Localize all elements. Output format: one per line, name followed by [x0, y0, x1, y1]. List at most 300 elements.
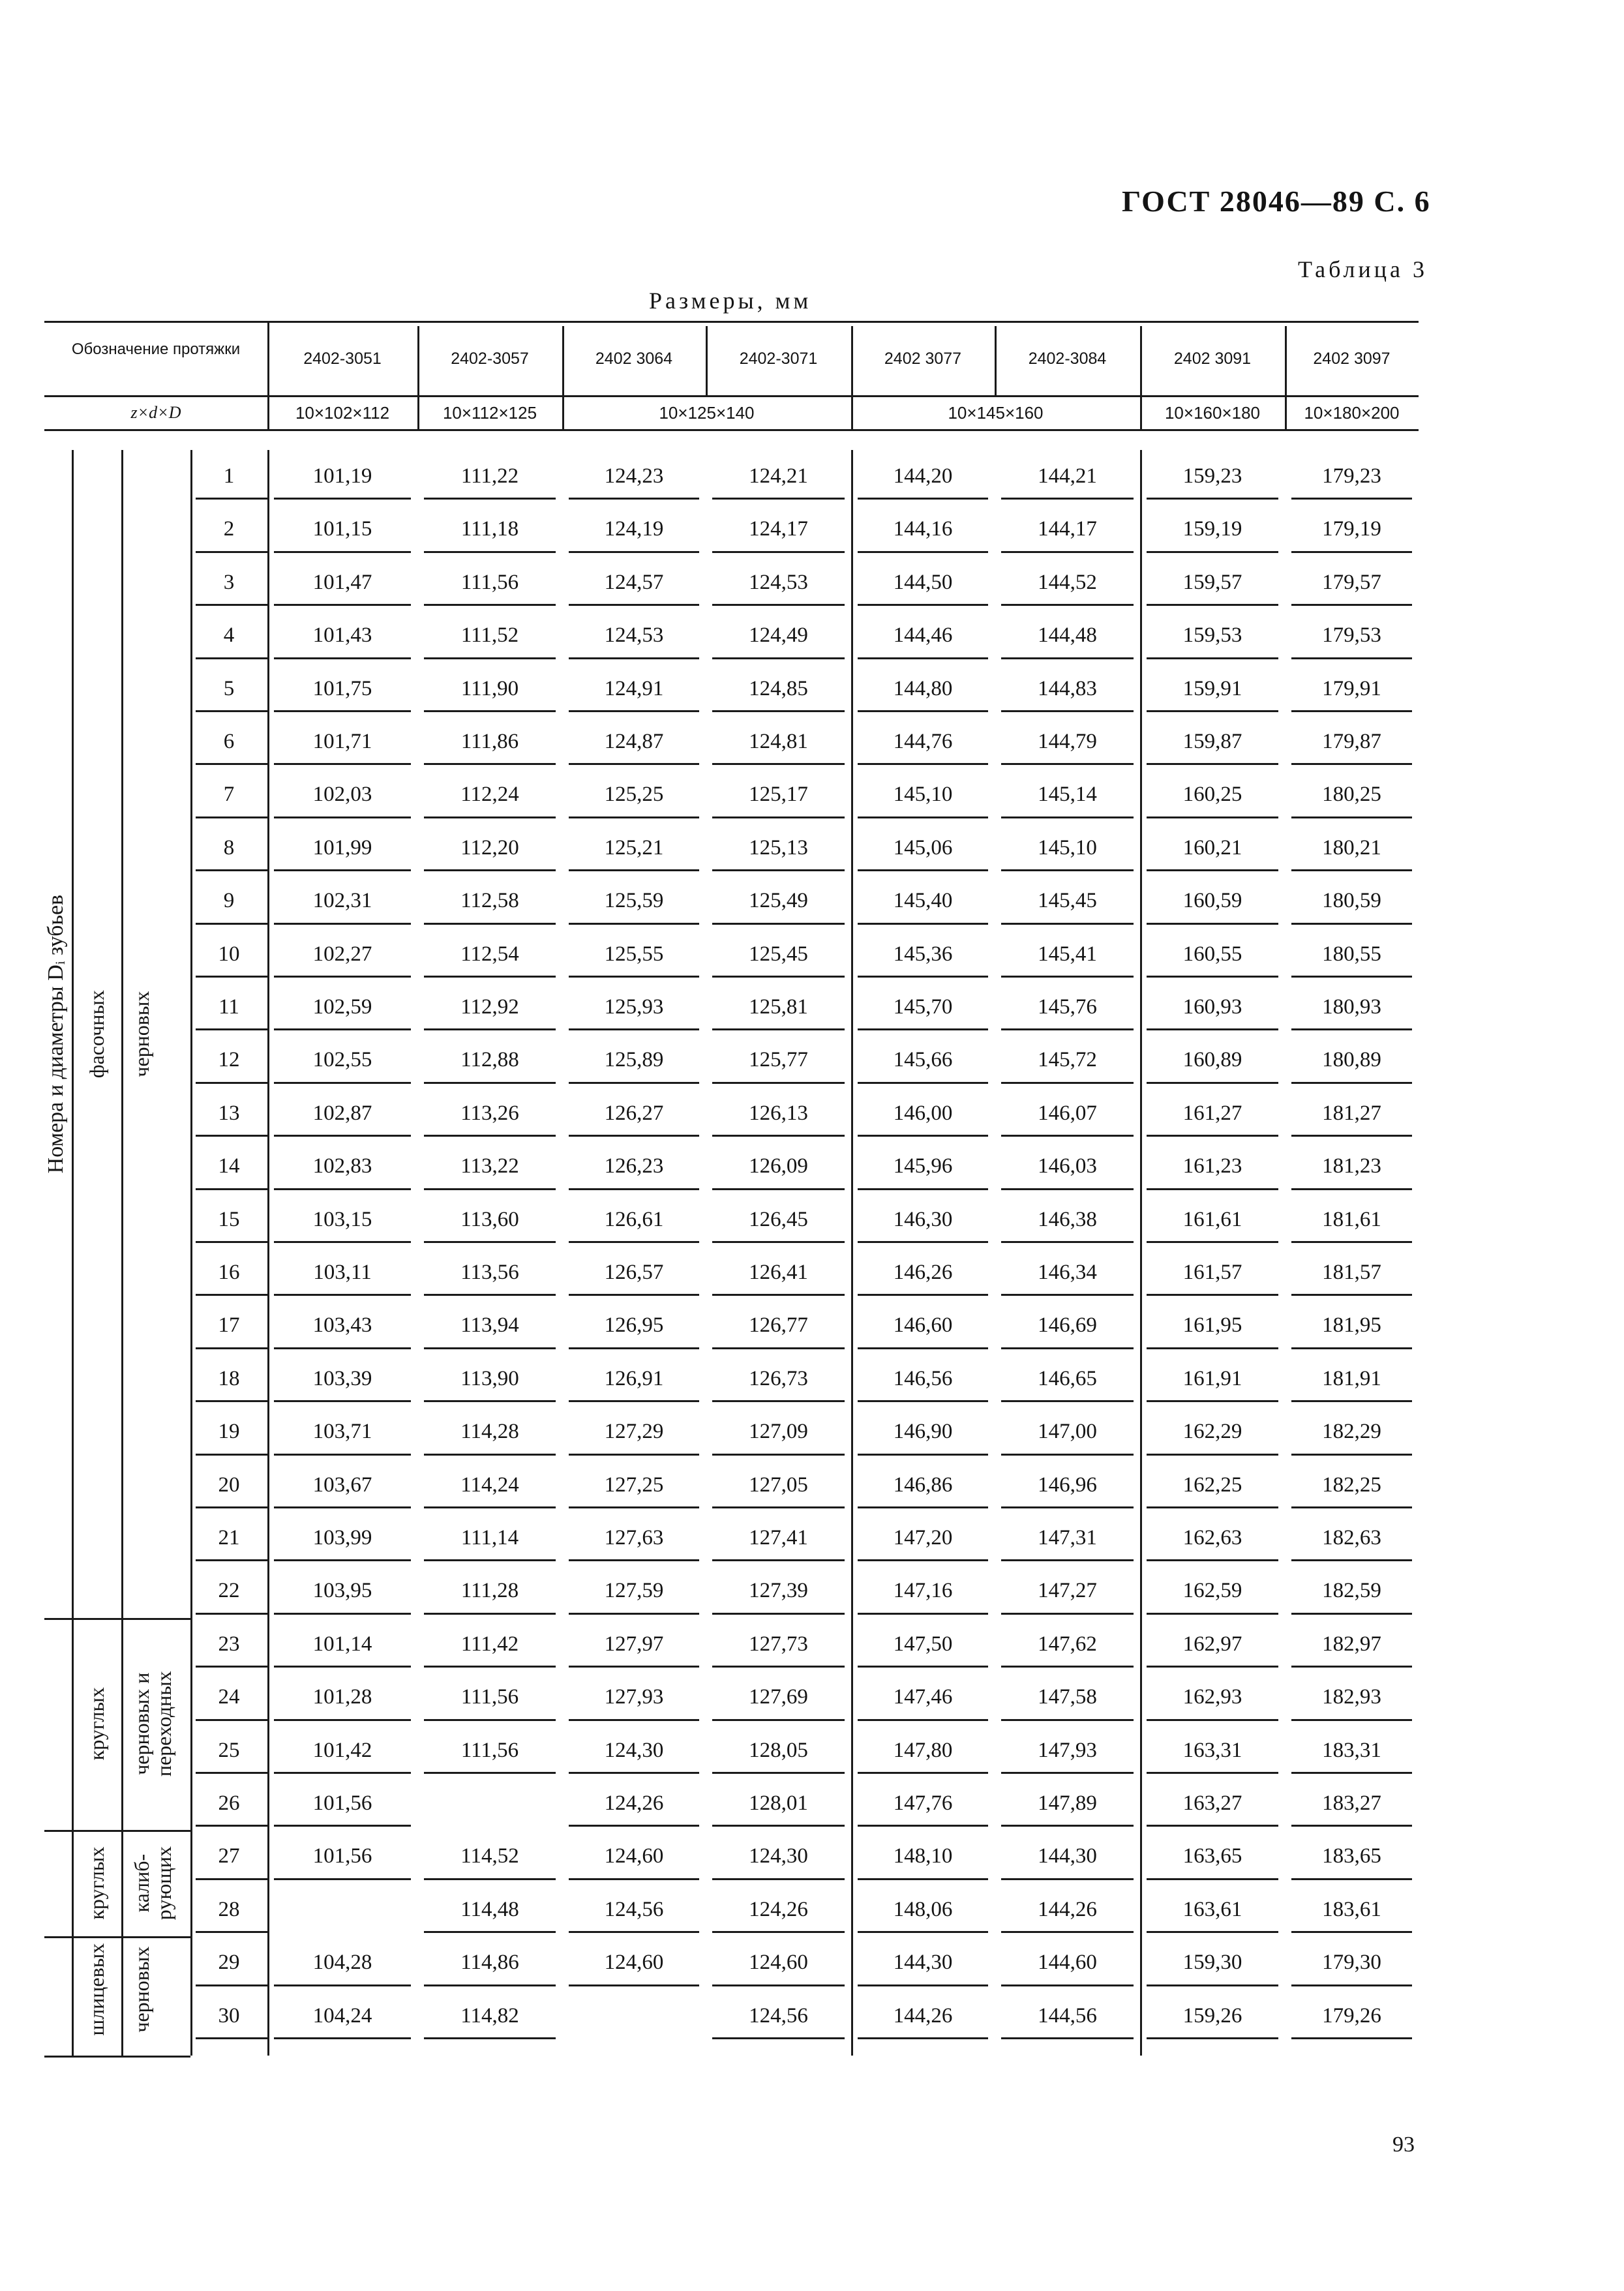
table-cell: 126,09	[749, 1154, 808, 1178]
table-cell: 113,56	[460, 1261, 519, 1284]
table-cell: 147,62	[1038, 1632, 1097, 1656]
cell-underline	[569, 551, 699, 553]
table-cell: 125,25	[604, 783, 664, 807]
table-label: Таблица 3	[1298, 256, 1428, 282]
table-cell: 160,93	[1182, 995, 1242, 1019]
cell-underline	[1147, 1135, 1278, 1137]
table-cell: 147,58	[1038, 1685, 1097, 1709]
table-cell: 112,20	[460, 835, 519, 860]
row-number-underline	[196, 1559, 267, 1561]
cell-underline	[569, 763, 699, 765]
table-cell: 183,31	[1322, 1738, 1381, 1762]
row-number-underline	[196, 1719, 267, 1721]
table-cell: 111,56	[460, 570, 519, 594]
code-3: 2402 3064	[595, 350, 673, 368]
cell-underline	[858, 551, 988, 553]
dim-2: 10×112×125	[442, 403, 537, 423]
table-cell: 126,61	[604, 1207, 664, 1231]
table-cell: 144,60	[1038, 1951, 1097, 1975]
cell-underline	[569, 1506, 699, 1508]
cell-underline	[1001, 1613, 1134, 1615]
cell-underline	[274, 1666, 411, 1668]
table-cell: 160,59	[1182, 889, 1242, 913]
cell-underline	[1147, 1400, 1278, 1402]
cell-underline	[1291, 1294, 1412, 1296]
table-cell: 182,63	[1322, 1526, 1381, 1550]
table-cell: 101,28	[312, 1685, 372, 1709]
cell-underline	[1291, 1135, 1412, 1137]
table-cell: 181,91	[1322, 1366, 1381, 1390]
table-cell: 160,21	[1182, 835, 1242, 860]
table-cell: 113,26	[460, 1101, 519, 1125]
table-cell: 102,83	[312, 1154, 372, 1178]
table-cell: 125,93	[604, 995, 664, 1019]
cell-underline	[1147, 551, 1278, 553]
table-cell: 144,56	[1038, 2003, 1097, 2028]
group-name: круглых	[85, 1846, 108, 1920]
table-cell: 112,88	[460, 1048, 519, 1072]
cell-underline	[858, 1931, 988, 1933]
cell-underline	[569, 1878, 699, 1880]
cell-underline	[712, 1400, 845, 1402]
group-name: шлицевых	[85, 1943, 108, 2036]
table-cell: 124,60	[604, 1844, 664, 1868]
table-cell: 103,15	[312, 1207, 372, 1231]
table-cell: 180,89	[1322, 1048, 1381, 1072]
cell-underline	[274, 869, 411, 871]
table-cell: 127,97	[604, 1632, 664, 1656]
table-cell: 145,41	[1038, 942, 1097, 966]
table-cell: 126,77	[749, 1313, 808, 1338]
table-cell: 102,87	[312, 1101, 372, 1125]
cell-underline	[274, 1772, 411, 1774]
table-cell: 126,57	[604, 1261, 664, 1284]
table-cell: 144,76	[893, 730, 953, 753]
cell-underline	[274, 604, 411, 606]
table-cell: 124,17	[749, 517, 808, 541]
cell-underline	[858, 1613, 988, 1615]
cell-underline	[712, 1082, 845, 1084]
cell-underline	[569, 869, 699, 871]
table-cell: 163,27	[1182, 1791, 1242, 1815]
table-cell: 146,96	[1038, 1473, 1097, 1497]
table-cell: 101,19	[312, 464, 372, 488]
table-cell: 126,27	[604, 1101, 664, 1125]
cell-underline	[1147, 1878, 1278, 1880]
group-name: фасочных	[85, 989, 108, 1078]
header-bottom-rule	[44, 429, 1419, 431]
row-number-underline	[196, 1506, 267, 1508]
cell-underline	[1291, 1559, 1412, 1561]
cell-underline	[424, 1506, 556, 1508]
table-cell: 127,69	[749, 1685, 808, 1709]
cell-underline	[424, 1454, 556, 1456]
row-number: 2	[223, 517, 235, 541]
table-cell: 162,93	[1182, 1685, 1242, 1709]
table-cell: 160,55	[1182, 942, 1242, 966]
table-cell: 179,19	[1322, 517, 1381, 541]
table-cell: 111,42	[460, 1632, 519, 1656]
table-cell: 146,03	[1038, 1154, 1097, 1178]
table-cell: 144,17	[1038, 517, 1097, 541]
row-number: 7	[223, 783, 235, 807]
table-cell: 147,93	[1038, 1738, 1097, 1762]
cell-underline	[569, 1931, 699, 1933]
cell-underline	[1001, 923, 1134, 925]
cell-underline	[424, 1772, 556, 1774]
cell-underline	[424, 604, 556, 606]
cell-underline	[1001, 657, 1134, 659]
cell-underline	[858, 1506, 988, 1508]
cell-underline	[858, 1454, 988, 1456]
table-cell: 112,92	[460, 995, 519, 1019]
table-top-rule	[44, 321, 1419, 323]
table-cell: 162,59	[1182, 1579, 1242, 1603]
cell-underline	[1291, 763, 1412, 765]
table-cell: 180,55	[1322, 942, 1381, 966]
cell-underline	[858, 1984, 988, 1986]
group-sub: калиб-рующих	[130, 1846, 175, 1921]
cell-underline	[274, 2037, 411, 2039]
table-cell: 102,59	[312, 995, 372, 1019]
cell-underline	[424, 710, 556, 712]
cell-underline	[569, 1241, 699, 1243]
cell-underline	[1147, 657, 1278, 659]
cell-underline	[858, 1400, 988, 1402]
row-number: 14	[218, 1154, 240, 1178]
cell-underline	[424, 1135, 556, 1137]
code-2: 2402-3057	[451, 350, 529, 368]
cell-underline	[858, 1188, 988, 1190]
cell-underline	[1147, 1719, 1278, 1721]
cell-underline	[569, 976, 699, 978]
table-cell: 103,11	[313, 1261, 372, 1284]
side-main-label: Номера и диаметры Dᵢ зубьев	[44, 894, 68, 1174]
cell-underline	[712, 1825, 845, 1827]
cell-underline	[858, 1772, 988, 1774]
row-number: 22	[218, 1579, 240, 1603]
row-number: 10	[218, 942, 240, 966]
cell-underline	[569, 1666, 699, 1668]
table-cell: 124,21	[749, 464, 808, 488]
cell-underline	[424, 1028, 556, 1030]
cell-underline	[1147, 869, 1278, 871]
cell-underline	[712, 1506, 845, 1508]
cell-underline	[858, 1294, 988, 1296]
row-number: 29	[218, 1951, 240, 1975]
table-cell: 159,30	[1182, 1951, 1242, 1975]
table-cell: 124,56	[749, 2003, 808, 2028]
table-cell: 146,65	[1038, 1366, 1097, 1390]
table-cell: 124,56	[604, 1897, 664, 1921]
table-cell: 146,34	[1038, 1261, 1097, 1284]
table-cell: 147,46	[893, 1685, 953, 1709]
table-cell: 101,99	[312, 835, 372, 860]
cell-underline	[1147, 1454, 1278, 1456]
table-cell: 124,57	[604, 570, 664, 594]
cell-underline	[712, 923, 845, 925]
table-cell: 111,86	[460, 730, 519, 753]
cell-underline	[569, 604, 699, 606]
cell-underline	[858, 604, 988, 606]
table-cell: 104,24	[312, 2003, 372, 2028]
cell-underline	[274, 1613, 411, 1615]
row-number-underline	[196, 1188, 267, 1190]
cell-underline	[712, 1878, 845, 1880]
page-number: 93	[1392, 2133, 1415, 2157]
table-cell: 159,23	[1182, 464, 1242, 488]
cell-underline	[858, 710, 988, 712]
cell-underline	[1001, 1400, 1134, 1402]
table-cell: 128,01	[749, 1791, 808, 1815]
table-cell: 125,59	[604, 889, 664, 913]
row-number-underline	[196, 1878, 267, 1880]
cell-underline	[274, 1082, 411, 1084]
table-cell: 179,26	[1322, 2003, 1381, 2028]
table-cell: 179,87	[1322, 730, 1381, 753]
table-cell: 145,76	[1038, 995, 1097, 1019]
cell-underline	[1001, 710, 1134, 712]
table-cell: 144,80	[893, 676, 953, 700]
cell-underline	[712, 1719, 845, 1721]
table-cell: 124,81	[749, 730, 808, 753]
table-cell: 161,61	[1182, 1207, 1242, 1231]
table-cell: 145,45	[1038, 889, 1097, 913]
cell-underline	[274, 1454, 411, 1456]
dim-4: 10×145×160	[948, 403, 1044, 423]
table-cell: 114,52	[460, 1844, 519, 1868]
cell-underline	[1001, 498, 1134, 500]
cell-underline	[274, 923, 411, 925]
row-number-underline	[196, 1028, 267, 1030]
cell-underline	[1001, 1719, 1134, 1721]
table-cell: 103,99	[312, 1526, 372, 1550]
cell-underline	[712, 657, 845, 659]
code-8: 2402 3097	[1313, 350, 1391, 368]
row-number-underline	[196, 551, 267, 553]
table-cell: 112,58	[460, 889, 519, 913]
cell-underline	[1147, 1772, 1278, 1774]
row-number-underline	[196, 1082, 267, 1084]
table-cell: 159,87	[1182, 730, 1242, 753]
cell-underline	[424, 1082, 556, 1084]
cell-underline	[712, 1294, 845, 1296]
table-cell: 159,26	[1182, 2003, 1242, 2028]
cell-underline	[1147, 1294, 1278, 1296]
row-number-underline	[196, 1825, 267, 1827]
cell-underline	[424, 1347, 556, 1349]
table-cell: 125,13	[749, 835, 808, 860]
row-number-underline	[196, 923, 267, 925]
row-number-underline	[196, 710, 267, 712]
cell-underline	[1147, 1082, 1278, 1084]
table-cell: 179,57	[1322, 570, 1381, 594]
cell-underline	[424, 2037, 556, 2039]
cell-underline	[1291, 1931, 1412, 1933]
table-cell: 179,91	[1322, 676, 1381, 700]
table-cell: 146,00	[893, 1101, 953, 1125]
row-number-underline	[196, 763, 267, 765]
cell-underline	[424, 1188, 556, 1190]
cell-underline	[424, 1931, 556, 1933]
cell-underline	[858, 1135, 988, 1137]
cell-underline	[274, 763, 411, 765]
cell-underline	[1147, 923, 1278, 925]
table-cell: 111,28	[460, 1579, 519, 1603]
code-1: 2402-3051	[303, 350, 382, 368]
cell-underline	[712, 1559, 845, 1561]
cell-underline	[274, 1135, 411, 1137]
cell-underline	[1001, 1772, 1134, 1774]
table-cell: 181,61	[1322, 1207, 1381, 1231]
cell-underline	[274, 1719, 411, 1721]
cell-underline	[424, 1666, 556, 1668]
table-cell: 111,18	[460, 517, 519, 541]
cell-underline	[569, 498, 699, 500]
row-number: 18	[218, 1366, 240, 1390]
cell-underline	[712, 1772, 845, 1774]
table-cell: 180,25	[1322, 783, 1381, 807]
cell-underline	[1147, 1666, 1278, 1668]
cell-underline	[1147, 1931, 1278, 1933]
cell-underline	[1001, 976, 1134, 978]
table-cell: 145,96	[893, 1154, 953, 1178]
table-cell: 179,53	[1322, 623, 1381, 648]
table-cell: 146,90	[893, 1420, 953, 1444]
table-cell: 125,17	[749, 783, 808, 807]
table-cell: 181,23	[1322, 1154, 1381, 1178]
cell-underline	[424, 1400, 556, 1402]
table-cell: 144,21	[1038, 464, 1097, 488]
table-cell: 126,45	[749, 1207, 808, 1231]
cell-underline	[712, 1241, 845, 1243]
table-cell: 127,59	[604, 1579, 664, 1603]
row-number: 20	[218, 1473, 240, 1497]
table-cell: 147,80	[893, 1738, 953, 1762]
cell-underline	[274, 1241, 411, 1243]
table-cell: 101,71	[312, 730, 372, 753]
cell-underline	[274, 498, 411, 500]
table-cell: 147,76	[893, 1791, 953, 1815]
table-cell: 103,67	[312, 1473, 372, 1497]
table-cell: 111,56	[460, 1685, 519, 1709]
cell-underline	[1001, 1825, 1134, 1827]
cell-underline	[1291, 657, 1412, 659]
group-sub: черновых и переходных	[130, 1671, 175, 1777]
table-cell: 102,31	[312, 889, 372, 913]
table-cell: 182,97	[1322, 1632, 1381, 1656]
cell-underline	[858, 1666, 988, 1668]
table-cell: 147,00	[1038, 1420, 1097, 1444]
row-number-underline	[196, 2037, 267, 2039]
cell-underline	[1001, 604, 1134, 606]
cell-underline	[424, 1613, 556, 1615]
table-cell: 114,86	[460, 1951, 519, 1975]
table-cell: 161,95	[1182, 1313, 1242, 1338]
table-cell: 144,79	[1038, 730, 1097, 753]
table-cell: 180,59	[1322, 889, 1381, 913]
cell-underline	[1291, 1878, 1412, 1880]
group-separator	[44, 1936, 190, 1938]
cell-underline	[1001, 1878, 1134, 1880]
table-cell: 161,91	[1182, 1366, 1242, 1390]
cell-underline	[858, 763, 988, 765]
table-cell: 126,23	[604, 1154, 664, 1178]
cell-underline	[274, 657, 411, 659]
table-cell: 111,90	[460, 676, 519, 700]
table-cell: 144,20	[893, 464, 953, 488]
cell-underline	[1291, 1241, 1412, 1243]
table-cell: 103,95	[312, 1579, 372, 1603]
row-number-underline	[196, 1294, 267, 1296]
table-cell: 114,48	[460, 1897, 519, 1921]
cell-underline	[1291, 1347, 1412, 1349]
table-cell: 182,25	[1322, 1473, 1381, 1497]
table-cell: 147,89	[1038, 1791, 1097, 1815]
table-cell: 179,30	[1322, 1951, 1381, 1975]
table-cell: 125,49	[749, 889, 808, 913]
cell-underline	[858, 976, 988, 978]
cell-underline	[569, 1400, 699, 1402]
cell-underline	[1147, 2037, 1278, 2039]
cell-underline	[569, 1135, 699, 1137]
row-number: 26	[218, 1791, 240, 1815]
table-cell: 159,57	[1182, 570, 1242, 594]
cell-underline	[1001, 816, 1134, 818]
cell-underline	[274, 1559, 411, 1561]
table-cell: 125,21	[604, 835, 664, 860]
cell-underline	[712, 1984, 845, 1986]
cell-underline	[858, 1241, 988, 1243]
table-cell: 102,27	[312, 942, 372, 966]
table-cell: 128,05	[749, 1738, 808, 1762]
cell-underline	[274, 1400, 411, 1402]
cell-underline	[424, 976, 556, 978]
table-cell: 145,66	[893, 1048, 953, 1072]
table-cell: 162,25	[1182, 1473, 1242, 1497]
table-cell: 182,29	[1322, 1420, 1381, 1444]
cell-underline	[1291, 1719, 1412, 1721]
cell-underline	[1001, 1241, 1134, 1243]
cell-underline	[712, 710, 845, 712]
cell-underline	[1001, 763, 1134, 765]
cell-underline	[424, 498, 556, 500]
row-number-underline	[196, 604, 267, 606]
cell-underline	[424, 1241, 556, 1243]
table-cell: 147,50	[893, 1632, 953, 1656]
table-cell: 161,23	[1182, 1154, 1242, 1178]
cell-underline	[1001, 1135, 1134, 1137]
side-rule-1	[72, 450, 74, 2056]
table-cell: 145,70	[893, 995, 953, 1019]
table-cell: 160,25	[1182, 783, 1242, 807]
row-number: 5	[223, 676, 235, 700]
cell-underline	[712, 763, 845, 765]
row-number: 6	[223, 730, 235, 753]
table-cell: 145,14	[1038, 783, 1097, 807]
table-cell: 124,53	[749, 570, 808, 594]
cell-underline	[274, 551, 411, 553]
table-cell: 144,83	[1038, 676, 1097, 700]
row-number: 15	[218, 1207, 240, 1231]
cell-underline	[858, 816, 988, 818]
row-number-underline	[196, 976, 267, 978]
table-cell: 163,61	[1182, 1897, 1242, 1921]
cell-underline	[1147, 1347, 1278, 1349]
cell-underline	[1147, 710, 1278, 712]
cell-underline	[1291, 1825, 1412, 1827]
table-cell: 113,90	[460, 1366, 519, 1390]
